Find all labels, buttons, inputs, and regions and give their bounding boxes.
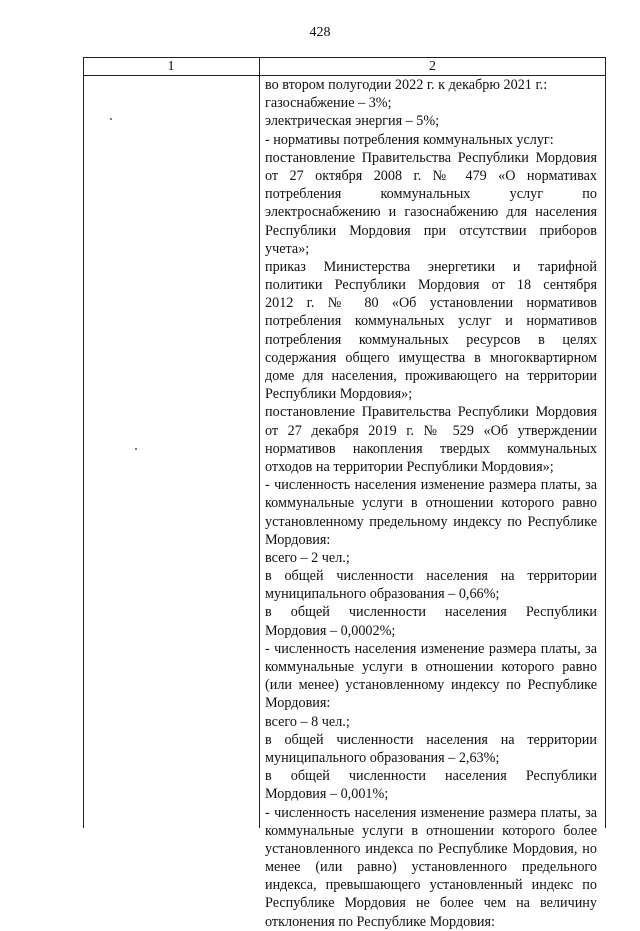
text-line: индекса, превышающего установленный индекс по: [265, 877, 597, 894]
text-line: Республики Мордовия при отсутствии приборов: [265, 222, 597, 239]
column-2-header: 2: [429, 59, 436, 74]
text-line: (или менее) установленному индексу по Республике: [265, 677, 597, 694]
text-line: приказ Министерства энергетики и тарифной: [265, 258, 597, 275]
text-line: политики Республики Мордовия от 18 сентября: [265, 277, 597, 294]
text-line: потребления коммунальных услуг по: [265, 186, 597, 203]
text-line: потребления коммунальных услуг и нормативов: [265, 313, 597, 330]
text-line: коммунальные услуги в отношении которого равно: [265, 659, 597, 675]
scan-speck: [135, 448, 137, 450]
text-line: - нормативы потребления коммунальных услуг:: [265, 131, 554, 148]
column-divider: [259, 57, 260, 828]
document-table: [83, 57, 606, 930]
table-header-row: [84, 57, 605, 76]
text-line: установленного индекса по Республике Мордовия, но: [265, 840, 597, 857]
page-number: 428: [309, 25, 331, 40]
text-line: всего – 2 чел.;: [265, 549, 350, 566]
text-line: - численность населения изменение размера платы, за: [265, 477, 597, 494]
text-line: потребления коммунальных ресурсов в целях: [265, 331, 597, 348]
text-line: Мордовия – 0,0002%;: [265, 622, 396, 639]
text-line: Республики Мордовия»;: [265, 386, 413, 403]
text-line: коммунальные услуги в отношении которого более: [265, 822, 597, 839]
text-line: - численность населения изменение размера платы, за: [265, 804, 597, 821]
text-line: от 27 октября 2008 г. № 479 «О нормативах: [265, 167, 597, 184]
text-line: коммунальные услуги в отношении которого равно: [265, 495, 597, 512]
text-line: всего – 8 чел.;: [265, 713, 350, 730]
text-line: в общей численности населения Республики: [265, 768, 597, 785]
text-line: доме для населения, проживающего на территории: [265, 368, 597, 384]
text-line: Мордовия:: [265, 695, 331, 712]
text-line: отходов на территории Республики Мордовия»;: [265, 458, 554, 475]
text-line: газоснабжение – 3%;: [265, 95, 392, 112]
text-line: от 27 декабря 2019 г. № 529 «Об утверждении: [265, 422, 597, 439]
text-line: содержания общего имущества в многоквартирном: [265, 349, 597, 366]
column-2-text: [265, 76, 597, 931]
text-line: муниципального образования – 0,66%;: [265, 586, 500, 603]
scan-speck: [110, 118, 112, 120]
text-line: Мордовия:: [265, 531, 331, 548]
text-line: в общей численности населения на территории: [265, 731, 597, 748]
text-line: электрическая энергия – 5%;: [265, 113, 440, 130]
text-line: отклонения по Республике Мордовия:: [265, 913, 495, 930]
text-line: менее (или равно) установленного предельного: [265, 859, 597, 876]
text-line: электроснабжению и газоснабжению для населения: [265, 204, 597, 221]
text-line: - численность населения изменение размера платы, за: [265, 640, 597, 657]
text-line: муниципального образования – 2,63%;: [265, 749, 500, 766]
text-line: нормативов накопления твердых коммунальных: [265, 440, 597, 457]
text-line: 2012 г. № 80 «Об установлении нормативов: [265, 295, 597, 312]
text-line: в общей численности населения Республики: [265, 604, 597, 621]
text-line: постановление Правительства Республики Мордовия: [265, 149, 597, 166]
column-1-header: 1: [167, 59, 175, 74]
text-line: Республике Мордовия не более чем на величину: [265, 895, 597, 912]
text-line: в общей численности населения на территории: [265, 568, 597, 585]
text-line: установленному предельному индексу по Республике: [265, 513, 597, 530]
text-line: постановление Правительства Республики Мордовия: [265, 404, 597, 421]
text-line: Мордовия – 0,001%;: [265, 786, 389, 803]
text-line: учета»;: [265, 240, 310, 257]
text-line: во втором полугодии 2022 г. к декабрю 2021 г.:: [265, 77, 548, 93]
